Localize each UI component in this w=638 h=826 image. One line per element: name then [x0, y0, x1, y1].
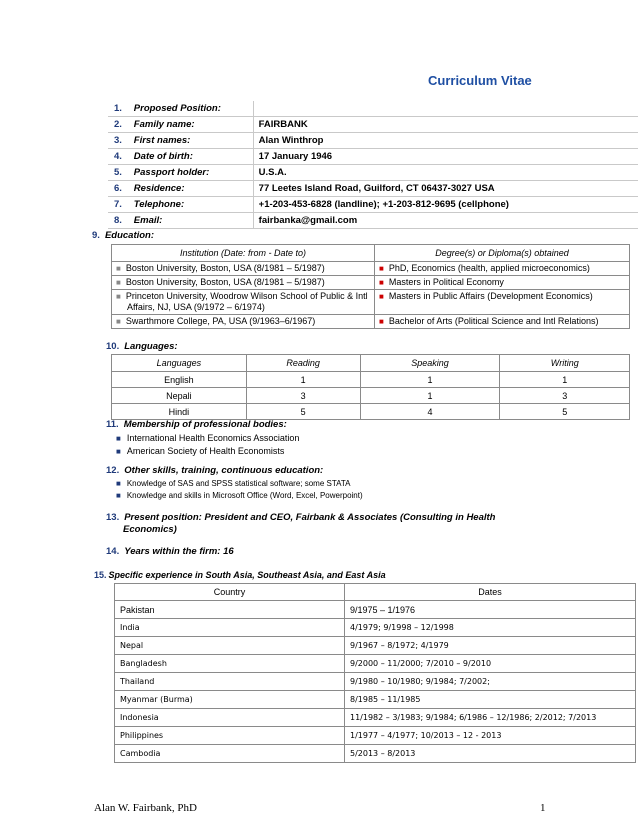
list-item-text: Knowledge and skills in Microsoft Office (Word, Excel, Powerpoint): [126, 491, 363, 500]
square-bullet-icon: ■: [116, 292, 121, 301]
dates-cell: 9/2000 – 11/2000; 7/2010 – 9/2010: [345, 655, 636, 673]
square-bullet-icon: ■: [116, 317, 121, 326]
reading-level: 3: [246, 388, 360, 404]
institution-cell: [112, 290, 375, 315]
section-title: Education:: [104, 230, 155, 241]
speaking-column-header: Speaking: [360, 355, 500, 372]
experience-row: [115, 673, 636, 691]
years-heading: [106, 546, 234, 557]
language-name: English: [112, 372, 247, 388]
field-label: Passport holder:: [134, 165, 253, 181]
section-title-continued: Economics): [123, 524, 177, 535]
language-row: [112, 388, 630, 404]
section-number: 10.: [106, 341, 120, 352]
country-cell: Pakistan: [115, 601, 345, 619]
item-number: 1.: [108, 101, 134, 117]
writing-level: 5: [500, 404, 630, 420]
square-bullet-icon: ■: [116, 264, 121, 273]
dates-cell: 4/1979; 9/1998 – 12/1998: [345, 619, 636, 637]
degree-cell: [375, 315, 630, 329]
dates-cell: 11/1982 – 3/1983; 9/1984; 6/1986 – 12/1986; 2/2012; 7/2013: [345, 709, 636, 727]
education-row: [112, 262, 630, 276]
country-cell: Cambodia: [115, 745, 345, 763]
dates-cell: 1/1977 – 4/1977; 10/2013 – 12 - 2013: [345, 727, 636, 745]
square-bullet-icon: ■: [116, 278, 121, 287]
institution-text: Boston University, Boston, USA (8/1981 – 5/1987): [125, 277, 325, 287]
footer-author: Alan W. Fairbank, PhD: [94, 802, 197, 814]
experience-header-row: [115, 584, 636, 601]
section-title: Present position: President and CEO, Fairbank & Associates (Consulting in Health: [124, 512, 496, 523]
writing-level: 1: [500, 372, 630, 388]
dates-cell: 8/1985 – 11/1985: [345, 691, 636, 709]
country-column-header: Country: [115, 584, 345, 601]
square-bullet-icon: ■: [379, 264, 384, 273]
section-number: 11.: [106, 419, 119, 430]
country-cell: Philippines: [115, 727, 345, 745]
list-item: [116, 490, 363, 502]
square-bullet-icon: ■: [379, 292, 384, 301]
personal-row: [108, 149, 638, 165]
languages-heading: [106, 341, 178, 352]
item-number: 5.: [108, 165, 134, 181]
institution-cell: [112, 262, 375, 276]
field-label: Email:: [134, 213, 253, 229]
section-title: Other skills, training, continuous education:: [124, 465, 324, 476]
education-header-row: [112, 245, 630, 262]
field-label: Date of birth:: [134, 149, 253, 165]
languages-table: [111, 354, 630, 420]
field-label: First names:: [134, 133, 253, 149]
personal-row: [108, 133, 638, 149]
degree-text: PhD, Economics (health, applied microeconomics): [388, 263, 590, 273]
present-position-heading: [106, 512, 495, 536]
section-title: Membership of professional bodies:: [123, 419, 287, 430]
dates-cell: 9/1967 – 8/1972; 4/1979: [345, 637, 636, 655]
field-value: [253, 101, 638, 117]
country-cell: Bangladesh: [115, 655, 345, 673]
personal-row: [108, 117, 638, 133]
experience-row: [115, 727, 636, 745]
dates-cell: 5/2013 – 8/2013: [345, 745, 636, 763]
education-row: [112, 276, 630, 290]
degree-text: Bachelor of Arts (Political Science and Intl Relations): [388, 316, 599, 326]
education-row: [112, 290, 630, 315]
field-value: FAIRBANK: [253, 117, 638, 133]
institution-text: Boston University, Boston, USA (8/1981 – 5/1987): [125, 263, 325, 273]
field-value: Alan Winthrop: [253, 133, 638, 149]
language-name: Nepali: [112, 388, 247, 404]
education-heading: [92, 230, 154, 241]
degree-cell: [375, 290, 630, 315]
reading-level: 5: [246, 404, 360, 420]
personal-row: [108, 165, 638, 181]
reading-column-header: Reading: [246, 355, 360, 372]
section-number: 9.: [92, 230, 100, 241]
field-label: Residence:: [134, 181, 253, 197]
square-bullet-icon: ■: [379, 317, 384, 326]
education-row: [112, 315, 630, 329]
personal-row: [108, 213, 638, 229]
experience-row: [115, 745, 636, 763]
membership-list: [116, 432, 299, 458]
country-cell: Myanmar (Burma): [115, 691, 345, 709]
field-value: 77 Leetes Island Road, Guilford, CT 06437-3027 USA: [253, 181, 638, 197]
degree-cell: [375, 276, 630, 290]
experience-table: [114, 583, 636, 763]
speaking-level: 4: [360, 404, 500, 420]
institution-text: Swarthmore College, PA, USA (9/1963–6/1967): [125, 316, 316, 326]
list-item-text: Knowledge of SAS and SPSS statistical software; some STATA: [126, 479, 351, 488]
item-number: 8.: [108, 213, 134, 229]
degree-text: Masters in Political Economy: [388, 277, 504, 287]
experience-row: [115, 601, 636, 619]
list-item-text: International Health Economics Association: [126, 433, 300, 443]
institution-column-header: Institution (Date: from - Date to): [112, 245, 375, 262]
section-title: Specific experience in South Asia, Southeast Asia, and East Asia: [108, 570, 386, 580]
list-item-text: American Society of Health Economists: [126, 446, 285, 456]
field-label: Family name:: [134, 117, 253, 133]
field-value: 17 January 1946: [253, 149, 638, 165]
speaking-level: 1: [360, 372, 500, 388]
education-table: [111, 244, 630, 329]
writing-column-header: Writing: [500, 355, 630, 372]
field-value: U.S.A.: [253, 165, 638, 181]
reading-level: 1: [246, 372, 360, 388]
country-cell: Thailand: [115, 673, 345, 691]
writing-level: 3: [500, 388, 630, 404]
section-number: 15.: [94, 570, 107, 580]
section-title: Languages:: [124, 341, 178, 352]
square-bullet-icon: ■: [116, 447, 121, 456]
list-item: [116, 445, 299, 458]
personal-info-table: [108, 101, 638, 229]
section-title: Years within the firm: 16: [124, 546, 234, 557]
personal-row: [108, 181, 638, 197]
item-number: 3.: [108, 133, 134, 149]
experience-row: [115, 637, 636, 655]
language-row: [112, 372, 630, 388]
personal-row: [108, 101, 638, 117]
skills-heading: [106, 465, 323, 476]
item-number: 7.: [108, 197, 134, 213]
experience-heading: [94, 570, 386, 580]
item-number: 6.: [108, 181, 134, 197]
item-number: 4.: [108, 149, 134, 165]
experience-row: [115, 655, 636, 673]
field-value: fairbanka@gmail.com: [253, 213, 638, 229]
dates-cell: 9/1975 – 1/1976: [345, 601, 636, 619]
experience-row: [115, 691, 636, 709]
dates-cell: 9/1980 – 10/1980; 9/1984; 7/2002;: [345, 673, 636, 691]
section-number: 13.: [106, 512, 120, 523]
membership-heading: [106, 419, 287, 430]
institution-cell: [112, 276, 375, 290]
square-bullet-icon: ■: [116, 479, 121, 488]
item-number: 2.: [108, 117, 134, 133]
degree-text: Masters in Public Affairs (Development Economics): [388, 291, 593, 301]
square-bullet-icon: ■: [379, 278, 384, 287]
page-number: 1: [540, 802, 546, 814]
dates-column-header: Dates: [345, 584, 636, 601]
square-bullet-icon: ■: [116, 491, 121, 500]
list-item: [116, 478, 363, 490]
institution-cell: [112, 315, 375, 329]
skills-list: [116, 478, 363, 502]
list-item: [116, 432, 299, 445]
language-row: [112, 404, 630, 420]
languages-header-row: [112, 355, 630, 372]
country-cell: Nepal: [115, 637, 345, 655]
experience-row: [115, 619, 636, 637]
experience-row: [115, 709, 636, 727]
square-bullet-icon: ■: [116, 434, 121, 443]
field-label: Telephone:: [134, 197, 253, 213]
country-cell: India: [115, 619, 345, 637]
institution-text: Princeton University, Woodrow Wilson School of Public & Intl Affairs, NJ, USA (9/1972 – 6/1974): [125, 291, 368, 312]
field-value: +1-203-453-6828 (landline); +1-203-812-9695 (cellphone): [253, 197, 638, 213]
section-number: 14.: [106, 546, 120, 557]
field-label: Proposed Position:: [134, 101, 253, 117]
personal-row: [108, 197, 638, 213]
language-name: Hindi: [112, 404, 247, 420]
speaking-level: 1: [360, 388, 500, 404]
languages-column-header: Languages: [112, 355, 247, 372]
degree-column-header: Degree(s) or Diploma(s) obtained: [375, 245, 630, 262]
country-cell: Indonesia: [115, 709, 345, 727]
section-number: 12.: [106, 465, 120, 476]
degree-cell: [375, 262, 630, 276]
document-title: Curriculum Vitae: [428, 73, 532, 88]
